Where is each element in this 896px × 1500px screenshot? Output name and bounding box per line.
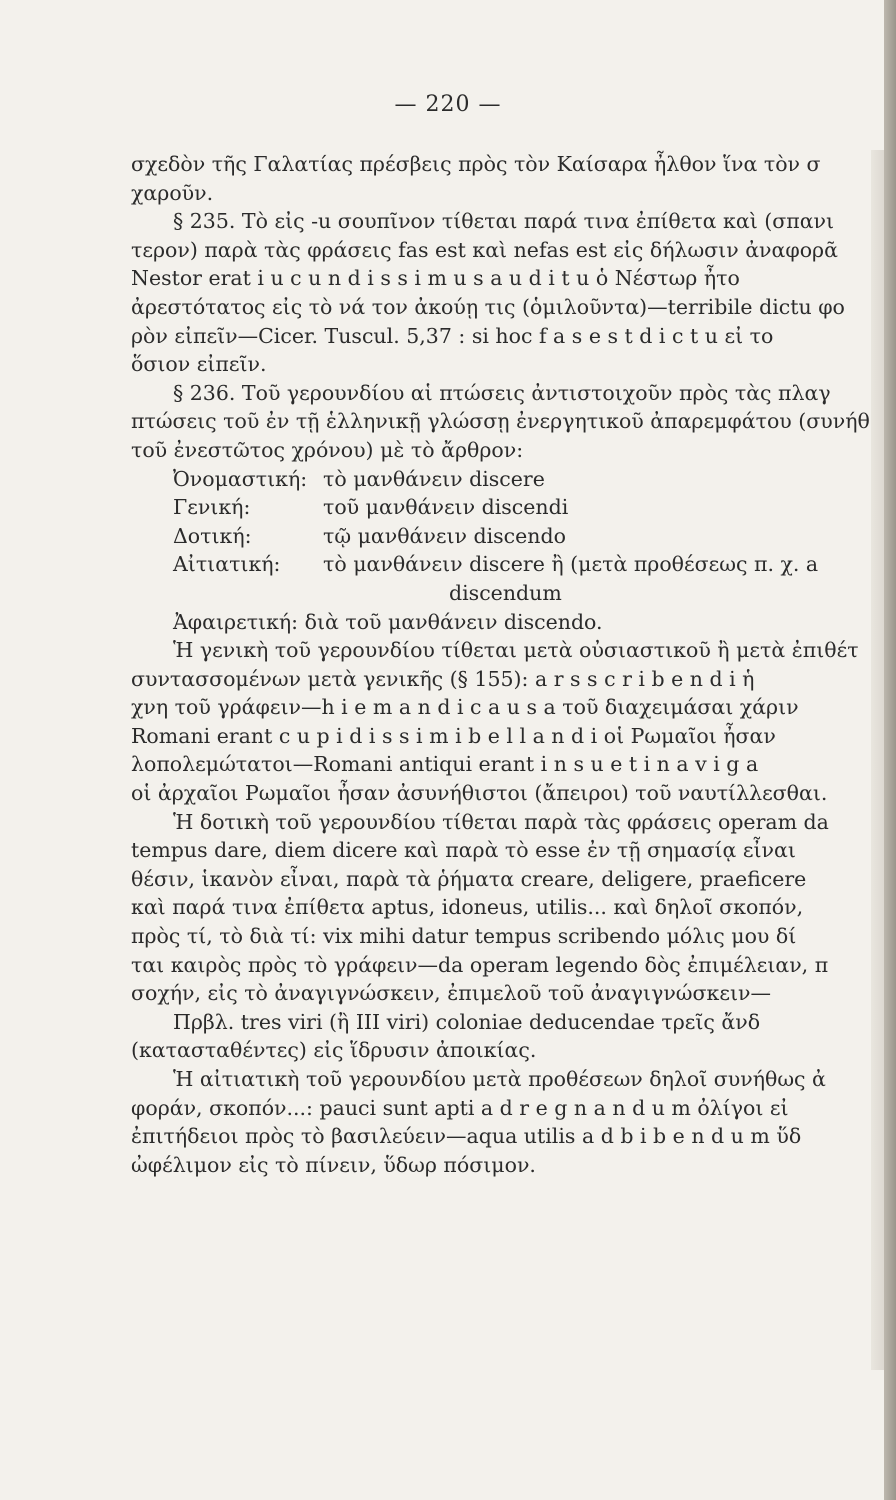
- text-line: § 235. Τὸ εἰς -u σουπῖνον τίθεται παρά τινα ἐπίθετα καὶ (σπανι: [173, 209, 835, 234]
- text-line: Ἡ αἰτιατικὴ τοῦ γερουνδίου μετὰ προθέσεων δηλοῖ συνήθως ἀ: [173, 1067, 826, 1091]
- case-row: [131, 465, 871, 494]
- case-name: Ὀνομαστική:: [173, 466, 308, 491]
- text-line: ὅσιον εἰπεῖν.: [131, 352, 267, 377]
- ablative-line: Ἀφαιρετική: διὰ τοῦ μανθάνειν discendo.: [173, 609, 603, 634]
- text-line: Ἡ δοτικὴ τοῦ γερουνδίου τίθεται παρὰ τὰς φράσεις operam da: [173, 809, 829, 834]
- gerund-case-table: [131, 465, 871, 579]
- case-value: τὸ μανθάνειν discere: [323, 466, 545, 491]
- text-line: πτώσεις τοῦ ἐν τῇ ἑλληνικῇ γλώσσῃ ἐνεργητικοῦ ἀπαρεμφάτου (συνήθ: [131, 409, 870, 434]
- text-line: συντασσομένων μετὰ γενικῆς (§ 155): a r s s c r i b e n d i ἡ: [131, 666, 755, 691]
- text-line: tempus dare, diem dicere καὶ παρὰ τὸ esse ἐν τῇ σημασίᾳ εἶναι: [131, 838, 796, 863]
- body-text: [131, 150, 871, 1179]
- case-row: [131, 550, 871, 579]
- text-line: χνη τοῦ γράφειν—h i e m a n d i c a u s a τοῦ διαχειμάσαι χάριν: [131, 695, 799, 720]
- text-line: Πρβλ. tres viri (ἢ III viri) coloniae deducendae τρεῖς ἄνδ: [173, 1009, 761, 1034]
- case-row: [131, 493, 871, 522]
- case-continuation: discendum: [449, 580, 562, 605]
- text-line: θέσιν, ἱκανὸν εἶναι, παρὰ τὰ ῥήματα creare, deligere, praeficere: [131, 866, 807, 891]
- case-name: Γενική:: [173, 495, 251, 520]
- case-row: [131, 522, 871, 551]
- page-number: — 220 —: [394, 92, 502, 117]
- case-value: τὸ μανθάνειν discere ἢ (μετὰ προθέσεως π. χ. a: [323, 552, 819, 577]
- gerund-usage-paragraphs: [131, 636, 871, 1179]
- text-line: οἱ ἀρχαῖοι Ρωμαῖοι ἦσαν ἀσυνήθιστοι (ἄπειροι) τοῦ ναυτίλλεσθαι.: [131, 781, 828, 806]
- case-value: τοῦ μανθάνειν discendi: [323, 495, 569, 520]
- text-line: τοῦ ἐνεστῶτος χρόνου) μὲ τὸ ἄρθρον:: [131, 437, 524, 462]
- text-line: ἀρεστότατος εἰς τὸ νά τον ἀκούῃ τις (ὁμιλοῦντα)—terribile dictu φο: [131, 294, 845, 319]
- case-name: Αἰτιατική:: [173, 552, 281, 577]
- case-value: τῷ μανθάνειν discendo: [323, 523, 566, 548]
- text-line: σοχήν, εἰς τὸ ἀναγιγνώσκειν, ἐπιμελοῦ τοῦ ἀναγιγνώσκειν—: [131, 981, 771, 1006]
- text-line: Romani erant c u p i d i s s i m i b e l l a n d i οἱ Ρωμαῖοι ἦσαν: [131, 723, 776, 748]
- text-line: σχεδὸν τῆς Γαλατίας πρέσβεις πρὸς τὸν Καίσαρα ἦλθον ἵνα τὸν σ: [131, 152, 821, 176]
- text-line: (κατασταθέντες) εἰς ἵδρυσιν ἀποικίας.: [131, 1038, 537, 1063]
- text-line: χαροῦν.: [131, 180, 214, 205]
- text-line: τερον) παρὰ τὰς φράσεις fas est καὶ nefas est εἰς δήλωσιν ἀναφορᾶ: [131, 237, 838, 262]
- text-line: Nestor erat i u c u n d i s s i m u s a u d i t u ὁ Νέστωρ ἦτο: [131, 266, 740, 291]
- text-line: ρὸν εἰπεῖν—Cicer. Tuscul. 5,37 : si hoc f a s e s t d i c t u εἰ το: [131, 323, 774, 348]
- text-line: φοράν, σκοπόν...: pauci sunt apti a d r e g n a n d u m ὀλίγοι εἰ: [131, 1095, 789, 1120]
- text-line: λοπολεμώτατοι—Romani antiqui erant i n s u e t i n a v i g a: [131, 752, 759, 777]
- paragraphs-235-236: [131, 150, 871, 465]
- text-line: ται καιρὸς πρὸς τὸ γράφειν—da operam legendo δὸς ἐπιμέλειαν, π: [131, 952, 829, 977]
- book-binding-edge: [884, 0, 896, 1500]
- text-line: § 236. Τοῦ γερουνδίου αἱ πτώσεις ἀντιστοιχοῦν πρὸς τὰς πλαγ: [173, 380, 831, 405]
- case-name: Δοτική:: [173, 523, 252, 548]
- text-line: ὠφέλιμον εἰς τὸ πίνειν, ὕδωρ πόσιμον.: [131, 1152, 536, 1177]
- text-line: πρὸς τί, τὸ διὰ τί: vix mihi datur tempus scribendo μόλις μου δί: [131, 924, 797, 949]
- text-line: ἐπιτήδειοι πρὸς τὸ βασιλεύειν—aqua utilis a d b i b e n d u m ὕδ: [131, 1124, 802, 1149]
- text-line: Ἡ γενικὴ τοῦ γερουνδίου τίθεται μετὰ οὐσιαστικοῦ ἢ μετὰ ἐπιθέτ: [173, 638, 859, 663]
- text-line: καὶ παρά τινα ἐπίθετα aptus, idoneus, utilis... καὶ δηλοῖ σκοπόν,: [131, 895, 804, 920]
